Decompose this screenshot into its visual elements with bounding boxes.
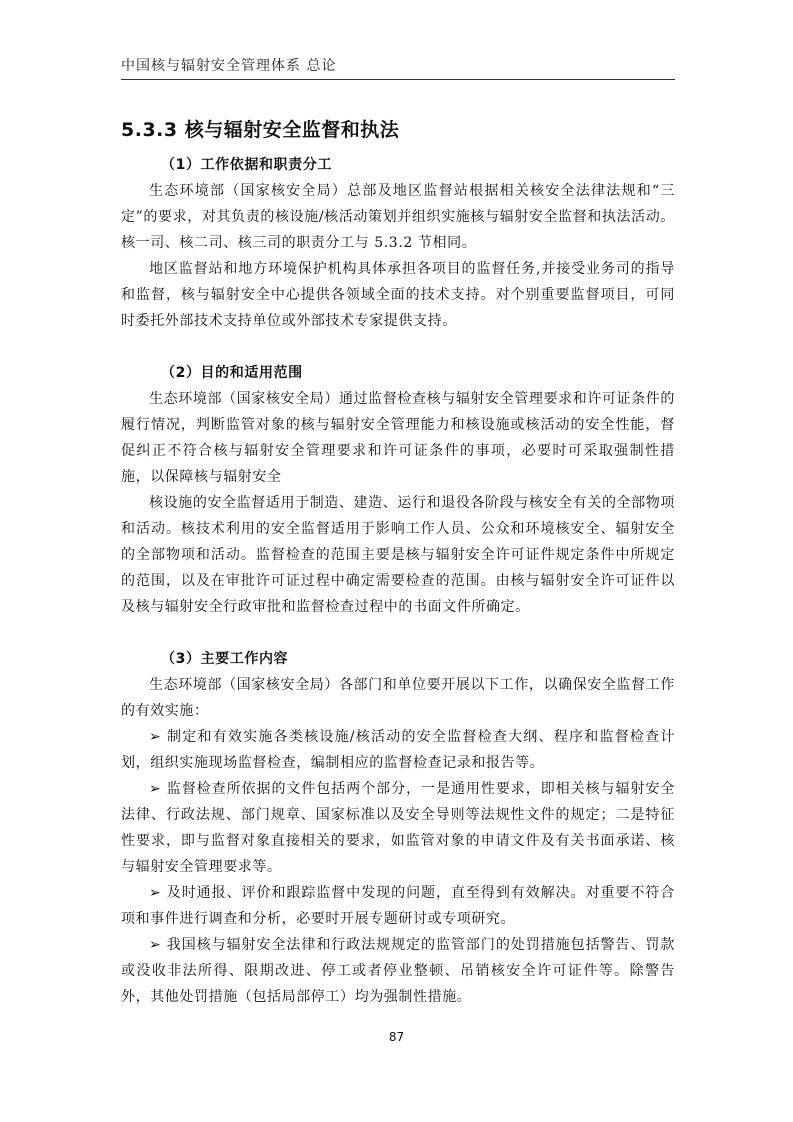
arrow-bullet-icon: ➢ [149, 885, 162, 901]
page-number: 87 [388, 1030, 405, 1044]
bullet-item [121, 776, 675, 880]
bullet-text: 监督检查所依据的文件包括两个部分，一是通用性要求，即相关核与辐射安全法律、行政法规、部门规章、国家标准以及安全导则等法规性文件的规定；二是特征性要求，即与监督对象直接相关的要求，如监管对象的申请文件及有关书面承诺、核与辐射安全管理要求等。 [121, 781, 675, 875]
spacer [121, 334, 675, 360]
arrow-bullet-icon: ➢ [149, 729, 162, 745]
bullet-text: 制定和有效实施各类核设施/核活动的安全监督检查大纲、程序和监督检查计划，组织实施现场监督检查，编制相应的监督检查记录和报告等。 [121, 729, 675, 771]
arrow-bullet-icon: ➢ [149, 937, 162, 953]
spacer [121, 620, 675, 646]
header-divider [121, 79, 675, 80]
bullet-text: 及时通报、评价和跟踪监督中发现的问题，直至得到有效解决。对重要不符合项和事件进行调查和分析，必要时开展专题研讨或专项研究。 [121, 885, 675, 927]
paragraph: 生态环境部（国家核安全局）通过监督检查核与辐射安全管理要求和许可证条件的履行情况，判断监管对象的核与辐射安全管理能力和核设施或核活动的安全性能，督促纠正不符合核与辐射安全管理要求和许可证条件的事项，必要时可采取强制性措施，以保障核与辐射安全 [121, 391, 675, 485]
bullet-item [121, 932, 675, 1010]
section-title: 5.3.3 核与辐射安全监督和执法 [121, 119, 400, 141]
bullet-item [121, 880, 675, 932]
subsection-heading: （2）目的和适用范围 [161, 365, 303, 381]
bullet-text: 我国核与辐射安全法律和行政法规规定的监管部门的处罚措施包括警告、罚款或没收非法所得、限期改进、停工或者停业整顿、吊销核安全许可证件等。除警告外，其他处罚措施（包括局部停工）均为强制性措施。 [121, 937, 675, 1005]
paragraph: 生态环境部（国家核安全局）各部门和单位要开展以下工作，以确保安全监督工作的有效实施： [121, 677, 675, 719]
arrow-bullet-icon: ➢ [149, 781, 162, 797]
page-body [121, 152, 675, 1010]
paragraph: 核设施的安全监督适用于制造、建造、运行和退役各阶段与核安全有关的全部物项和活动。核技术利用的安全监督适用于影响工作人员、公众和环境核安全、辐射安全的全部物项和活动。监督检查的范围主要是核与辐射安全许可证件规定条件中所规定的范围，以及在审批许可证过程中确定需要检查的范围。由核与辐射安全许可证件以及核与辐射安全行政审批和监督检查过程中的书面文件所确定。 [121, 495, 675, 615]
paragraph: 地区监督站和地方环境保护机构具体承担各项目的监督任务,并接受业务司的指导和监督，核与辐射安全中心提供各领域全面的技术支持。对个别重要监督项目，可同时委托外部技术支持单位或外部技术专家提供支持。 [121, 261, 675, 329]
bullet-item [121, 724, 675, 776]
subsection-heading: （1）工作依据和职责分工 [161, 157, 332, 173]
running-header: 中国核与辐射安全管理体系 总论 [121, 58, 337, 74]
paragraph: 生态环境部（国家核安全局）总部及地区监督站根据相关核安全法律法规和“三定”的要求，对其负责的核设施/核活动策划并组织实施核与辐射安全监督和执法活动。核一司、核二司、核三司的职责分工与 5.3.2 节相同。 [121, 183, 675, 251]
subsection-heading: （3）主要工作内容 [161, 651, 289, 667]
